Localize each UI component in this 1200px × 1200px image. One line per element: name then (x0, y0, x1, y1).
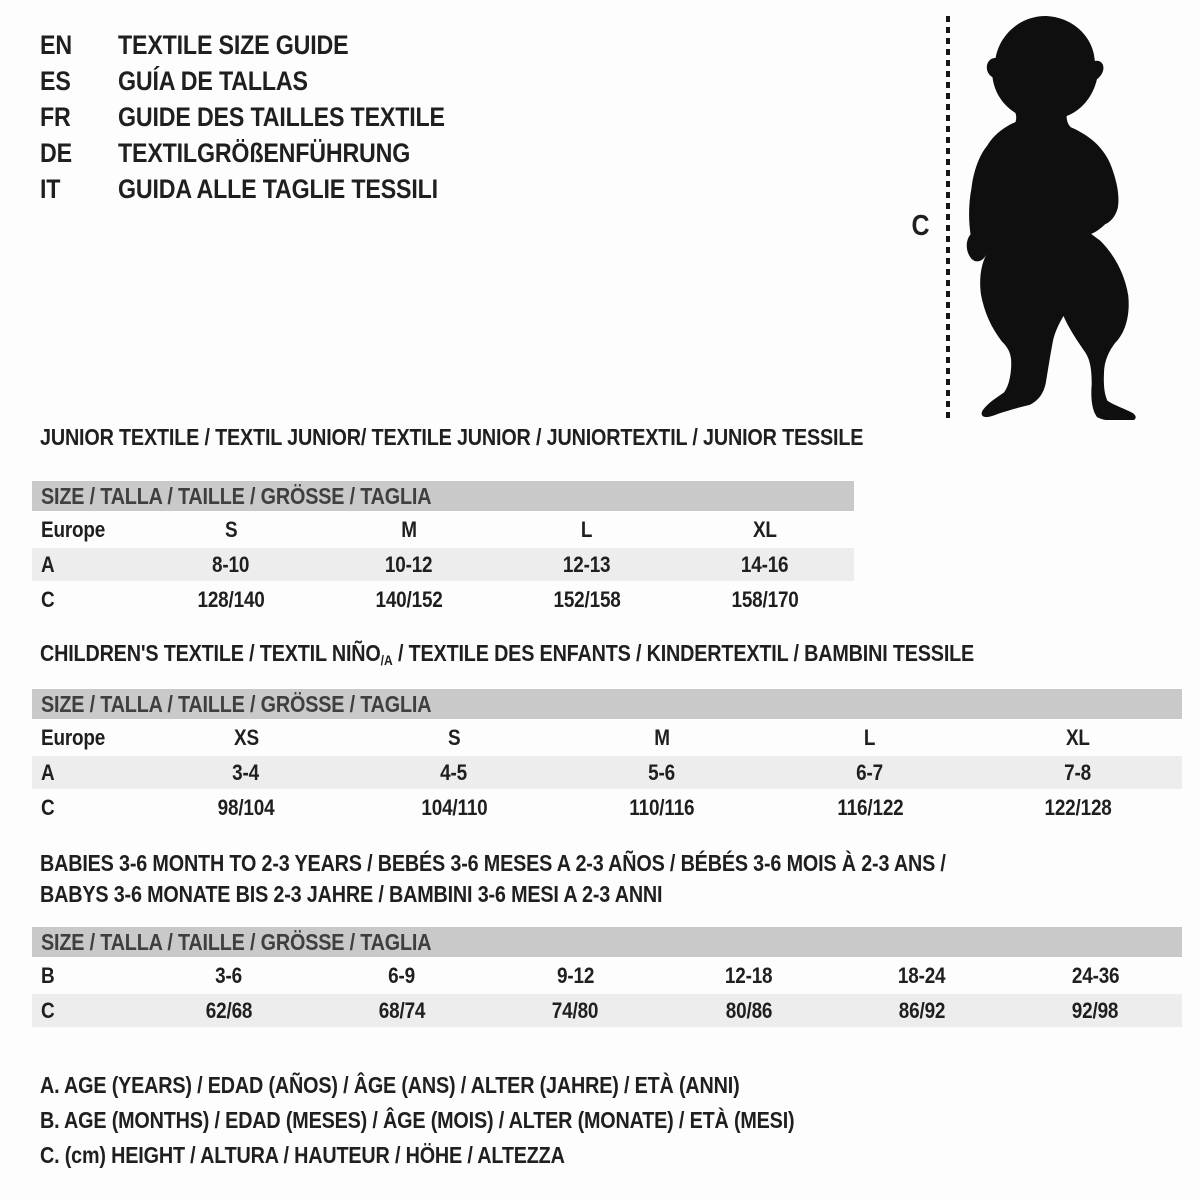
row-label: C (41, 997, 55, 1023)
table-row-sizes (32, 513, 854, 546)
language-row (40, 171, 498, 207)
language-code: IT (40, 173, 61, 204)
size-cell: 6-9 (388, 962, 416, 988)
language-title: TEXTILGRÖßENFÜHRUNG (118, 137, 411, 168)
table-header-band: SIZE / TALLA / TAILLE / GRÖSSE / TAGLIA (32, 927, 1182, 957)
size-cell: L (581, 516, 593, 542)
footnote-a: A. AGE (YEARS) / EDAD (AÑOS) / ÂGE (ANS) / ALTER (JAHRE) / ETÀ (ANNI) (40, 1072, 740, 1098)
size-cell: 24-36 (1071, 962, 1120, 988)
language-row (40, 99, 498, 135)
row-label: Europe (41, 724, 106, 750)
children-section-title: CHILDREN'S TEXTILE / TEXTIL NIÑO/A / TEXTILE DES ENFANTS / KINDERTEXTIL / BAMBINI TESSILE (40, 640, 975, 668)
size-cell: 158/170 (731, 586, 799, 612)
size-cell: 4-5 (440, 759, 468, 785)
language-title: GUIDA ALLE TAGLIE TESSILI (118, 173, 438, 204)
size-cell: 152/158 (553, 586, 621, 612)
junior-size-table (32, 481, 854, 618)
size-cell: 12-13 (563, 551, 611, 577)
size-cell: 116/122 (836, 794, 904, 820)
size-cell: 5-6 (648, 759, 676, 785)
row-label: C (41, 794, 55, 820)
size-cell: 62/68 (205, 997, 252, 1023)
language-title: GUIDE DES TAILLES TEXTILE (118, 101, 445, 132)
language-row (40, 135, 498, 171)
language-row (40, 27, 498, 63)
size-cell: 8-10 (212, 551, 250, 577)
footnote-b: B. AGE (MONTHS) / EDAD (MESES) / ÂGE (MOIS) / ALTER (MONATE) / ETÀ (MESI) (40, 1107, 795, 1133)
height-label-c: C (911, 210, 929, 242)
size-cell: 80/86 (725, 997, 772, 1023)
language-title: GUÍA DE TALLAS (118, 65, 308, 96)
table-row-age (32, 548, 854, 581)
size-cell: 140/152 (375, 586, 443, 612)
size-cell: L (864, 724, 876, 750)
size-cell: 98/104 (217, 794, 275, 820)
size-cell: 18-24 (898, 962, 946, 988)
size-cell: XS (233, 724, 259, 750)
size-cell: 92/98 (1072, 997, 1119, 1023)
table-row-months (32, 959, 1182, 992)
babies-section-title: BABIES 3-6 MONTH TO 2-3 YEARS / BEBÉS 3-6 MESES A 2-3 AÑOS / BÉBÉS 3-6 MOIS À 2-3 ANS / BABYS 3-6 MONATE BIS 2-3 JAHRE / BAMBINI 3-6 MESI A 2-3 ANNI (40, 850, 946, 907)
language-row (40, 63, 498, 99)
size-cell: XL (1066, 724, 1090, 750)
row-label: A (41, 759, 55, 785)
size-cell: XL (753, 516, 777, 542)
children-size-table (32, 689, 1182, 826)
size-cell: 3-6 (215, 962, 243, 988)
size-cell: 10-12 (385, 551, 433, 577)
row-label: C (41, 586, 55, 612)
footnote-c: C. (cm) HEIGHT / ALTURA / HAUTEUR / HÖHE / ALTEZZA (40, 1142, 565, 1168)
size-cell: 104/110 (420, 794, 488, 820)
size-cell: 86/92 (898, 997, 946, 1023)
table-header-band: SIZE / TALLA / TAILLE / GRÖSSE / TAGLIA (32, 689, 1182, 719)
nino-a-subscript: /A (380, 652, 393, 668)
size-cell: 6-7 (856, 759, 884, 785)
size-cell: 12-18 (724, 962, 773, 988)
babies-size-table (32, 927, 1182, 1029)
table-row-age (32, 756, 1182, 789)
size-cell: 7-8 (1064, 759, 1092, 785)
table-row-height (32, 994, 1182, 1027)
size-cell: S (224, 516, 238, 542)
size-cell: 3-4 (232, 759, 260, 785)
size-cell: M (401, 516, 417, 542)
language-code: FR (40, 101, 71, 132)
table-row-height (32, 583, 854, 616)
size-cell: 9-12 (556, 962, 594, 988)
size-cell: 74/80 (552, 997, 599, 1023)
row-label: A (41, 551, 55, 577)
language-title-list (40, 27, 498, 207)
language-code: EN (40, 29, 72, 60)
table-header-band: SIZE / TALLA / TAILLE / GRÖSSE / TAGLIA (32, 481, 854, 511)
size-cell: 128/140 (197, 586, 265, 612)
row-label: B (41, 962, 55, 988)
size-cell: 110/116 (629, 794, 695, 820)
size-cell: 14-16 (741, 551, 789, 577)
size-cell: 68/74 (378, 997, 426, 1023)
size-cell: S (447, 724, 461, 750)
row-label: Europe (41, 516, 106, 542)
table-row-sizes (32, 721, 1182, 754)
size-cell: 122/128 (1044, 794, 1112, 820)
toddler-silhouette-icon (958, 12, 1146, 420)
footnote-legend (40, 1068, 917, 1173)
table-row-height (32, 791, 1182, 824)
junior-section-title: JUNIOR TEXTILE / TEXTIL JUNIOR/ TEXTILE JUNIOR / JUNIORTEXTIL / JUNIOR TESSILE (40, 424, 864, 450)
height-measure-line (946, 16, 950, 418)
language-code: DE (40, 137, 72, 168)
language-code: ES (40, 65, 71, 96)
size-cell: M (654, 724, 670, 750)
language-title: TEXTILE SIZE GUIDE (118, 29, 349, 60)
